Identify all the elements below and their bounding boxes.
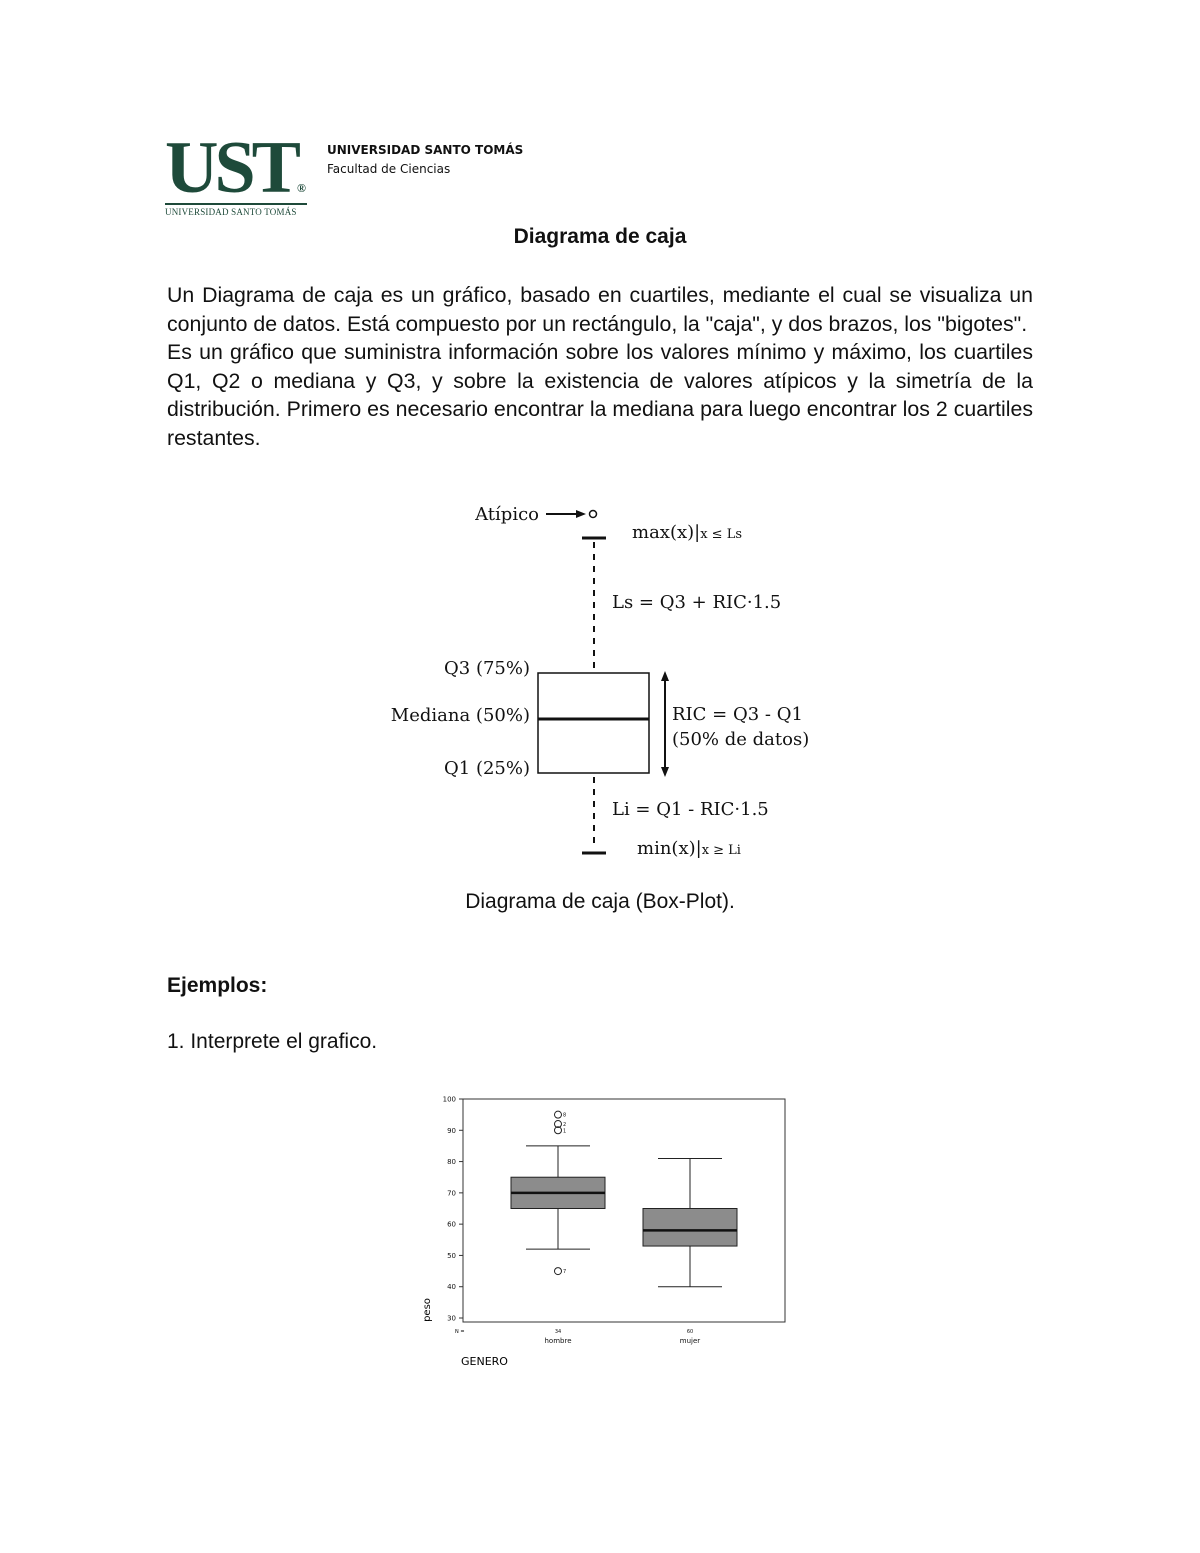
y-tick-label: 40 xyxy=(447,1283,456,1292)
group-n-label: 60 xyxy=(686,1329,694,1335)
x-tick-label: mujer xyxy=(679,1337,701,1345)
question-1: 1. Interprete el grafico. xyxy=(167,1030,378,1053)
q3-label: Q3 (75%) xyxy=(444,658,530,679)
outlier-point xyxy=(555,1111,562,1118)
paragraph: Un Diagrama de caja es un gráfico, basado en cuartiles, mediante el cual se visualiza un conjunto de datos. Está compuesto por un rectángulo, la "caja", y dos brazos, los "bigotes". xyxy=(167,283,1033,336)
iqr-note: (50% de datos) xyxy=(672,729,810,750)
iqr-arrow-down xyxy=(661,767,669,777)
outlier-arrowhead xyxy=(576,510,586,518)
registered-mark: ® xyxy=(296,181,306,195)
y-tick-label: 60 xyxy=(447,1220,456,1229)
iqr-arrow-up xyxy=(661,671,669,681)
logo-letters: UST xyxy=(165,127,297,209)
outlier-label: 1 xyxy=(563,1128,567,1135)
q1-label: Q1 (25%) xyxy=(444,758,530,779)
outlier-label: Atípico xyxy=(475,504,539,525)
x-axis-label: GENERO xyxy=(461,1355,508,1368)
weight-by-gender-boxplot xyxy=(410,1088,800,1383)
body-text xyxy=(167,281,1033,452)
group-n-label: 34 xyxy=(554,1329,562,1335)
outlier-label: 8 xyxy=(563,1112,567,1119)
outlier-point xyxy=(555,1268,562,1275)
x-tick-label: hombre xyxy=(544,1337,572,1345)
institution-block xyxy=(327,141,523,179)
box xyxy=(538,673,649,773)
y-tick-label: 80 xyxy=(447,1158,456,1167)
box xyxy=(643,1209,737,1247)
max-label: max(x)|x ≤ Ls xyxy=(632,522,743,543)
upper-limit-formula: Ls = Q3 + RIC·1.5 xyxy=(612,592,782,613)
outlier-label: 2 xyxy=(563,1122,567,1129)
y-tick-label: 30 xyxy=(447,1314,456,1323)
ust-logo xyxy=(165,127,315,220)
lower-limit-formula: Li = Q1 - RIC·1.5 xyxy=(612,799,769,820)
paragraph: Es un gráfico que suministra información sobre los valores mínimo y máximo, los cuartiles Q1, Q2 o mediana y Q3, y sobre la existencia de valores atípicos y la simetría de la distribución. Primero es necesario encontrar la mediana para luego encontrar los 2 cuartiles restantes. xyxy=(167,340,1033,450)
boxplot-schematic xyxy=(370,497,840,867)
y-tick-label: 70 xyxy=(447,1189,456,1198)
y-axis-label: peso xyxy=(422,1298,433,1322)
iqr-formula: RIC = Q3 - Q1 xyxy=(672,704,803,725)
page-title: Diagrama de caja xyxy=(513,225,687,248)
faculty-name: Facultad de Ciencias xyxy=(327,162,451,176)
n-label: N = xyxy=(455,1329,465,1335)
outlier-label: 7 xyxy=(563,1269,567,1276)
outlier-point xyxy=(590,511,597,518)
median-label: Mediana (50%) xyxy=(390,705,530,726)
logo-subtitle: UNIVERSIDAD SANTO TOMÁS xyxy=(165,207,297,217)
y-tick-label: 50 xyxy=(447,1251,456,1260)
university-name: UNIVERSIDAD SANTO TOMÁS xyxy=(327,143,524,157)
min-label: min(x)|x ≥ Li xyxy=(637,838,741,859)
examples-heading: Ejemplos: xyxy=(167,974,268,997)
y-tick-label: 90 xyxy=(447,1126,456,1135)
figure-caption: Diagrama de caja (Box-Plot). xyxy=(465,890,735,913)
y-tick-label: 100 xyxy=(442,1095,456,1104)
